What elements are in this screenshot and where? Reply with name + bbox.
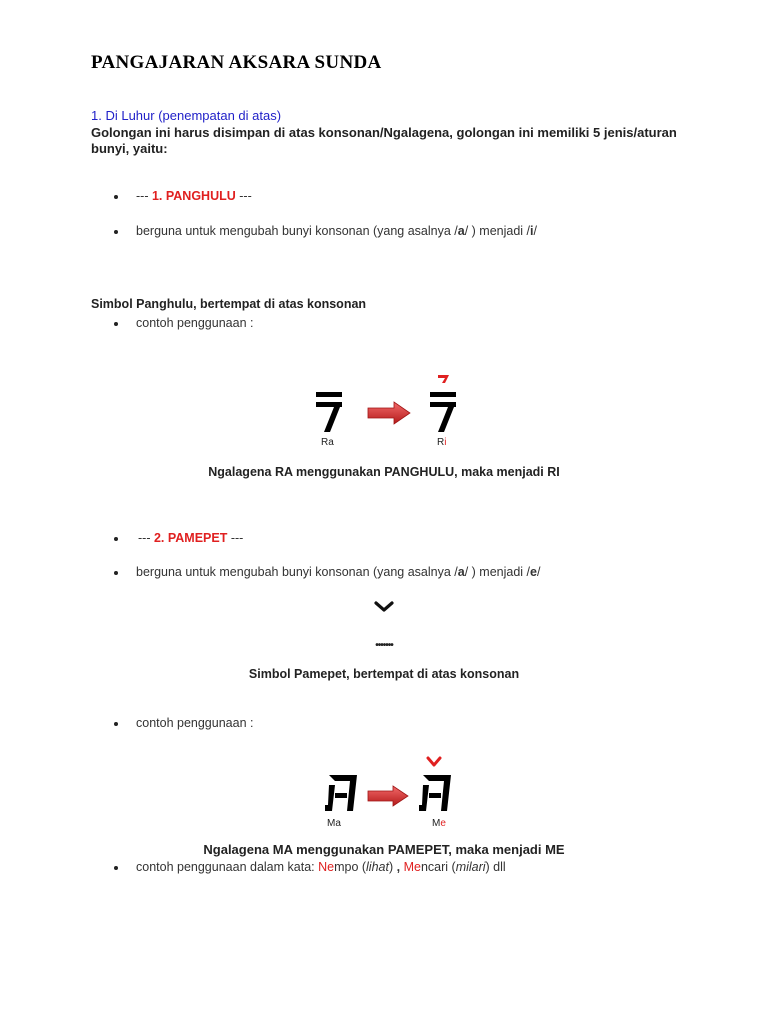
word-meaning: milari (455, 860, 486, 874)
panghulu-title: 1. PANGHULU (151, 189, 236, 203)
desc-target: i (530, 224, 534, 238)
symbol-caption: Simbol Pamepet, bertempat di atas konsonan (248, 667, 520, 681)
page-title: PANGAJARAN AKSARA SUNDA (91, 52, 382, 73)
aksara-me-glyph (417, 771, 453, 815)
aksara-ra-glyph (314, 390, 346, 434)
word-close: ) (388, 860, 397, 874)
word-close: ) dll (485, 860, 506, 874)
example-label: contoh penggunaan : (136, 716, 254, 730)
desc-text: berguna untuk mengubah bunyi konsonan (yang asalnya / (136, 224, 458, 238)
panghulu-symbol-icon (436, 373, 452, 385)
word-meaning: lihat (366, 860, 389, 874)
result-caption: Ngalagena MA menggunakan PAMEPET, maka menjadi ME (203, 842, 565, 857)
result-caption: Ngalagena RA menggunakan PANGHULU, maka menjadi RI (208, 465, 560, 479)
desc-target: e (530, 565, 537, 579)
glyph-label-me: Me (432, 818, 446, 829)
chevron-down-icon (374, 601, 394, 613)
pamepet-symbol-icon (426, 756, 442, 768)
section-intro: Golongan ini harus disimpan di atas konsonan/Ngalagena, golongan ini memiliki 5 jenis/aturan bunyi, yaitu: (91, 125, 677, 156)
section-heading: 1. Di Luhur (penempatan di atas) (91, 108, 282, 123)
word-syllable: Me (403, 860, 421, 874)
red-right-arrow-icon (366, 784, 410, 808)
desc-text: / ) menjadi / (464, 224, 531, 238)
dots-separator: ••••••• (375, 640, 393, 651)
dash-left: --- (136, 189, 152, 203)
word-rest: mpo ( (334, 860, 367, 874)
desc-text: berguna untuk mengubah bunyi konsonan (yang asalnya / (136, 565, 458, 579)
desc-text: / (533, 224, 537, 238)
words-lead: contoh penggunaan dalam kata: (136, 860, 319, 874)
dash-right: --- (227, 531, 244, 545)
desc-a: a (457, 224, 465, 238)
word-rest: ncari ( (420, 860, 456, 874)
dash-right: --- (235, 189, 252, 203)
desc-a: a (457, 565, 465, 579)
symbol-caption: Simbol Panghulu, bertempat di atas konsonan (91, 297, 367, 311)
example-label: contoh penggunaan : (136, 316, 254, 330)
pamepet-title: 2. PAMEPET (153, 531, 228, 545)
red-right-arrow-icon (366, 400, 412, 426)
word-syllable: Ne (318, 860, 335, 874)
dash-left: --- (138, 531, 154, 545)
glyph-label-ma: Ma (327, 818, 341, 829)
aksara-ri-glyph (428, 390, 460, 434)
desc-text: / (536, 565, 541, 579)
aksara-ma-glyph (323, 771, 359, 815)
glyph-label-ri: Ri (437, 437, 447, 448)
glyph-label-ra: Ra (321, 437, 334, 448)
word-comma: , (396, 860, 401, 874)
desc-text: / ) menjadi / (464, 565, 531, 579)
